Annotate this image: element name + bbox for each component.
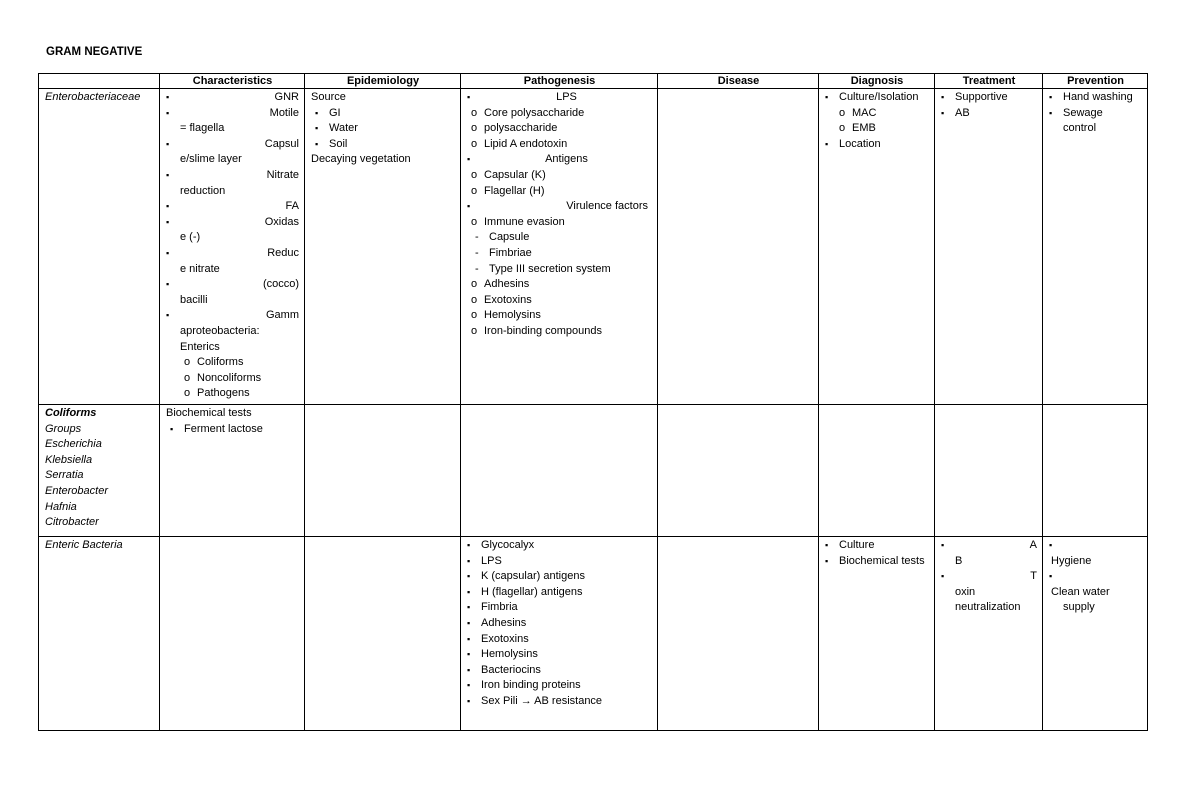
list-item: o Iron-binding compounds bbox=[467, 324, 652, 340]
bullet-icon: ▪ bbox=[467, 154, 471, 165]
circle-bullet-icon: o bbox=[471, 215, 478, 228]
list-item: ▪ Supportive bbox=[941, 90, 1037, 106]
circle-bullet-icon: o bbox=[471, 293, 478, 306]
list-item: ▪ Biochemical tests bbox=[825, 554, 929, 570]
treatment-cell: ▪ A B ▪ T oxin neutralization bbox=[935, 537, 1043, 731]
list-item: ▪ Sex Pili → AB resistance bbox=[467, 694, 652, 710]
characteristics-cell bbox=[160, 537, 305, 731]
bullet-icon: ▪ bbox=[941, 571, 945, 582]
list-item: ▪ Oxidas bbox=[166, 215, 299, 231]
header-diagnosis: Diagnosis bbox=[819, 74, 935, 89]
characteristics-cell: Biochemical tests ▪ Ferment lactose bbox=[160, 405, 305, 537]
list-item: ▪ Adhesins bbox=[467, 616, 652, 632]
list-item: o Lipid A endotoxin bbox=[467, 137, 652, 153]
circle-bullet-icon: o bbox=[471, 184, 478, 197]
row-label-cell bbox=[39, 537, 160, 731]
list-item: ▪ T bbox=[941, 569, 1037, 585]
bullet-icon: ▪ bbox=[467, 201, 471, 212]
circle-bullet-icon: o bbox=[471, 278, 478, 291]
circle-bullet-icon: o bbox=[471, 168, 478, 181]
bullet-icon: ▪ bbox=[467, 617, 471, 628]
bullet-icon: ▪ bbox=[315, 107, 319, 118]
list-item bbox=[1049, 538, 1142, 554]
bullet-icon: ▪ bbox=[825, 555, 829, 566]
bullet-icon: ▪ bbox=[941, 540, 945, 550]
list-item bbox=[1049, 569, 1142, 585]
circle-bullet-icon: o bbox=[184, 387, 191, 400]
row-label-cell: Coliforms Groups Escherichia Klebsiella Serratia Enterobacter Hafnia Citrobacter bbox=[39, 405, 160, 537]
page-title: GRAM NEGATIVE bbox=[46, 46, 143, 58]
bullet-icon: ▪ bbox=[825, 138, 829, 149]
list-item: ▪ AB bbox=[941, 106, 1037, 122]
list-item: ▪ Ferment lactose bbox=[166, 422, 299, 438]
list-item: ▪ Water bbox=[311, 121, 455, 137]
bullet-icon: ▪ bbox=[315, 123, 319, 134]
pathogenesis-cell bbox=[461, 537, 658, 731]
bullet-icon: ▪ bbox=[1049, 540, 1053, 550]
circle-bullet-icon: o bbox=[184, 371, 191, 384]
circle-bullet-icon: o bbox=[471, 309, 478, 322]
row-label: Enterobacteriaceae bbox=[45, 91, 141, 103]
list-item: ▪ Glycocalyx bbox=[467, 538, 652, 554]
epidemiology-cell: Source ▪ GI ▪ Water ▪ Soil Decaying vegetation bbox=[305, 89, 461, 405]
bullet-icon: ▪ bbox=[166, 310, 170, 321]
bullet-icon: ▪ bbox=[166, 169, 170, 180]
bullet-icon: ▪ bbox=[825, 540, 829, 550]
circle-bullet-icon: o bbox=[471, 122, 478, 135]
list-item: o Capsular (K) bbox=[467, 168, 652, 184]
bullet-icon: ▪ bbox=[1049, 92, 1053, 102]
list-item: ▪ Virulence factors bbox=[467, 199, 652, 215]
list-item: ▪ Sewage bbox=[1049, 106, 1142, 122]
bullet-icon: ▪ bbox=[166, 216, 170, 227]
dash-bullet-icon: - bbox=[475, 231, 479, 244]
header-epidemiology: Epidemiology bbox=[305, 74, 461, 89]
list-item: ▪ Bacteriocins bbox=[467, 663, 652, 679]
list-item: ▪ Antigens bbox=[467, 152, 652, 168]
bullet-icon: ▪ bbox=[166, 201, 170, 212]
bullet-icon: ▪ bbox=[467, 540, 471, 550]
bullet-icon: ▪ bbox=[166, 279, 170, 290]
bullet-icon: ▪ bbox=[467, 649, 471, 660]
header-row bbox=[39, 74, 1148, 89]
list-item: ▪ (cocco) bbox=[166, 277, 299, 293]
list-item: o MAC bbox=[825, 106, 929, 122]
header-prevention: Prevention bbox=[1043, 74, 1148, 89]
list-item: o Adhesins bbox=[467, 277, 652, 293]
list-item: o Noncoliforms bbox=[166, 371, 299, 387]
circle-bullet-icon: o bbox=[839, 122, 846, 135]
circle-bullet-icon: o bbox=[471, 137, 478, 150]
list-item: - Type III secretion system bbox=[467, 262, 652, 278]
bullet-icon: ▪ bbox=[467, 571, 471, 582]
list-item: o Pathogens bbox=[166, 386, 299, 402]
prevention-cell: ▪ Hygiene ▪ Clean water supply bbox=[1043, 537, 1148, 731]
list-item: - Capsule bbox=[467, 230, 652, 246]
bullet-icon: ▪ bbox=[1049, 107, 1053, 118]
bullet-icon: ▪ bbox=[1049, 571, 1053, 582]
circle-bullet-icon: o bbox=[471, 106, 478, 119]
bullet-icon: ▪ bbox=[467, 680, 471, 691]
list-item: ▪ Fimbria bbox=[467, 600, 652, 616]
treatment-cell bbox=[935, 89, 1043, 405]
circle-bullet-icon: o bbox=[471, 324, 478, 337]
header-disease: Disease bbox=[658, 74, 819, 89]
bullet-icon: ▪ bbox=[825, 92, 829, 102]
list-item: o EMB bbox=[825, 121, 929, 137]
list-item: ▪ Nitrate bbox=[166, 168, 299, 184]
bullet-icon: ▪ bbox=[467, 664, 471, 675]
prevention-cell bbox=[1043, 405, 1148, 537]
list-item: ▪ FA bbox=[166, 199, 299, 215]
list-item: o Core polysaccharide bbox=[467, 106, 652, 122]
list-item: o Hemolysins bbox=[467, 308, 652, 324]
characteristics-cell: ▪ GNR ▪ Motile = flagella ▪ Capsul e/slime layer ▪ Nitrate reduction ▪ FA ▪ Oxidas e (-) ▪ Reduc e nitrate ▪ (cocco) bacilli ▪ Gamm aproteobacteria: Enterics o Coliforms o Noncoliforms o Pathogens bbox=[160, 89, 305, 405]
list-item: o polysaccharide bbox=[467, 121, 652, 137]
pathogenesis-cell bbox=[461, 405, 658, 537]
epidemiology-cell bbox=[305, 405, 461, 537]
list-item: ▪ LPS bbox=[467, 554, 652, 570]
list-item: o Immune evasion bbox=[467, 215, 652, 231]
bullet-icon: ▪ bbox=[467, 586, 471, 597]
treatment-cell bbox=[935, 405, 1043, 537]
bullet-icon: ▪ bbox=[467, 555, 471, 566]
bullet-icon: ▪ bbox=[166, 107, 170, 118]
list-item: ▪ A bbox=[941, 538, 1037, 554]
bullet-icon: ▪ bbox=[467, 633, 471, 644]
header-pathogenesis: Pathogenesis bbox=[461, 74, 658, 89]
bullet-icon: ▪ bbox=[467, 602, 471, 613]
list-item: ▪ Hand washing bbox=[1049, 90, 1142, 106]
list-item: ▪ Culture/Isolation bbox=[825, 90, 929, 106]
bullet-icon: ▪ bbox=[941, 107, 945, 118]
list-item: ▪ Culture bbox=[825, 538, 929, 554]
diagnosis-cell bbox=[819, 89, 935, 405]
bullet-icon: ▪ bbox=[166, 92, 170, 102]
list-item: ▪ Reduc bbox=[166, 246, 299, 262]
table-row bbox=[39, 537, 1148, 731]
list-item: ▪ Gamm bbox=[166, 308, 299, 324]
dash-bullet-icon: - bbox=[475, 262, 479, 275]
table-row bbox=[39, 89, 1148, 405]
list-item: ▪ Exotoxins bbox=[467, 632, 652, 648]
list-item: ▪ Motile bbox=[166, 106, 299, 122]
bullet-icon: ▪ bbox=[170, 423, 174, 434]
list-item: ▪ LPS bbox=[467, 90, 652, 106]
header-blank bbox=[39, 74, 160, 89]
list-item: ▪ Hemolysins bbox=[467, 647, 652, 663]
list-item: ▪ GNR bbox=[166, 90, 299, 106]
dash-bullet-icon: - bbox=[475, 246, 479, 259]
bullet-icon: ▪ bbox=[941, 92, 945, 102]
list-item: ▪ Capsul bbox=[166, 137, 299, 153]
disease-cell bbox=[658, 537, 819, 731]
disease-cell bbox=[658, 89, 819, 405]
list-item: ▪ K (capsular) antigens bbox=[467, 569, 652, 585]
diagnosis-cell bbox=[819, 405, 935, 537]
pathogenesis-cell bbox=[461, 89, 658, 405]
table-row bbox=[39, 405, 1148, 537]
list-item: ▪ Iron binding proteins bbox=[467, 678, 652, 694]
bullet-icon: ▪ bbox=[467, 92, 471, 102]
epidemiology-cell bbox=[305, 537, 461, 731]
gram-negative-table bbox=[38, 73, 1148, 731]
header-treatment: Treatment bbox=[935, 74, 1043, 89]
circle-bullet-icon: o bbox=[184, 356, 191, 369]
header-characteristics: Characteristics bbox=[160, 74, 305, 89]
diagnosis-cell bbox=[819, 537, 935, 731]
list-item: o Flagellar (H) bbox=[467, 184, 652, 200]
row-label: Enteric Bacteria bbox=[45, 539, 123, 551]
circle-bullet-icon: o bbox=[839, 106, 846, 119]
list-item: o Exotoxins bbox=[467, 293, 652, 309]
list-item: - Fimbriae bbox=[467, 246, 652, 262]
list-item: ▪ GI bbox=[311, 106, 455, 122]
row-label-cell bbox=[39, 89, 160, 405]
bullet-icon: ▪ bbox=[315, 138, 319, 149]
bullet-icon: ▪ bbox=[467, 695, 471, 706]
disease-cell bbox=[658, 405, 819, 537]
list-item: ▪ Location bbox=[825, 137, 929, 153]
list-item: ▪ H (flagellar) antigens bbox=[467, 585, 652, 601]
list-item: ▪ Soil bbox=[311, 137, 455, 153]
list-item: o Coliforms bbox=[166, 355, 299, 371]
bullet-icon: ▪ bbox=[166, 247, 170, 258]
bullet-icon: ▪ bbox=[166, 138, 170, 149]
prevention-cell: ▪ Hand washing ▪ Sewage control bbox=[1043, 89, 1148, 405]
row-label: Coliforms bbox=[45, 407, 97, 419]
